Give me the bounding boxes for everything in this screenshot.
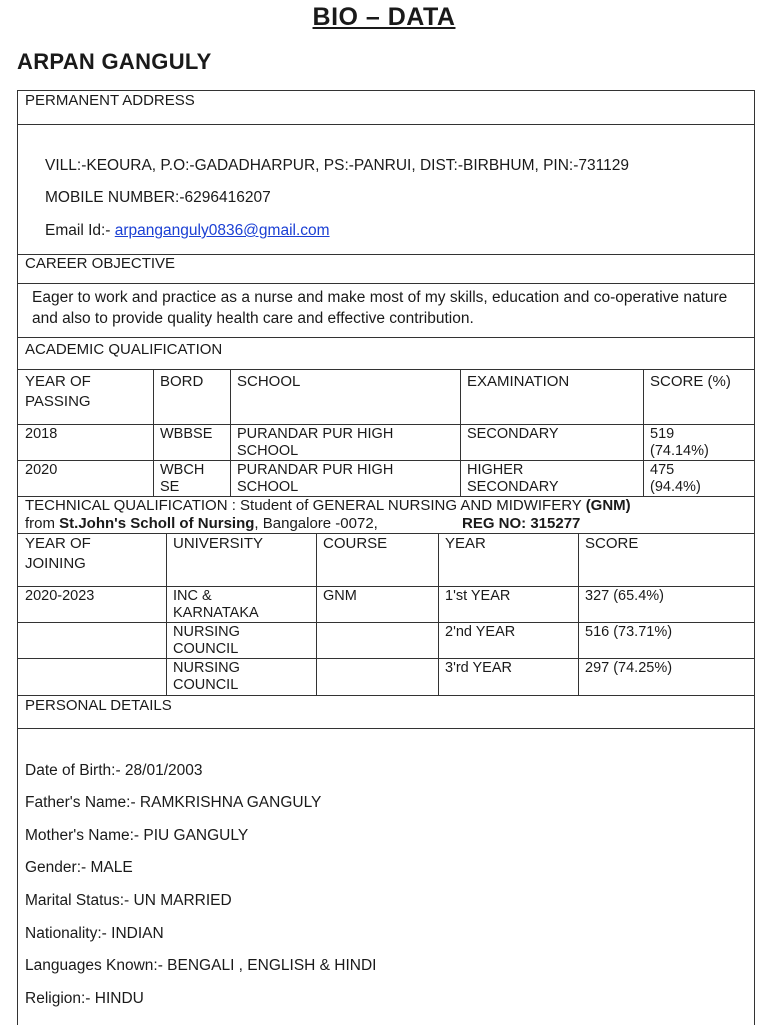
academic-row-2-year: 2020 [25, 462, 58, 478]
tech-row-1-university-2: KARNATAKA [173, 605, 259, 621]
tech-row-1-score: 327 (65.4%) [585, 588, 664, 604]
nationality: Nationality:- INDIAN [25, 925, 164, 942]
academic-row-2-board-2: SE [160, 479, 180, 495]
gender: Gender:- MALE [25, 859, 133, 876]
tech-row-2-score: 516 (73.71%) [585, 624, 673, 640]
tech-row-3-year: 3'rd YEAR [445, 660, 512, 676]
divider [17, 586, 754, 587]
address-text: VILL:-KEOURA, P.O:-GADADHARPUR, PS:-PANRUI, DIST:-BIRBHUM, PIN:-731129 [45, 157, 629, 174]
tech-col-year: YEAR [445, 535, 486, 552]
column-divider [316, 533, 317, 695]
academic-row-1-score: 519 [650, 426, 675, 442]
tech-row-3-university-2: COUNCIL [173, 677, 239, 693]
column-divider [438, 533, 439, 695]
registration-number: REG NO: 315277 [462, 515, 581, 532]
page-title: BIO – DATA [312, 3, 456, 31]
tech-row-1-course: GNM [323, 588, 357, 604]
technical-from: from [25, 515, 60, 532]
academic-row-2-score-2: (94.4%) [650, 479, 701, 495]
academic-heading: ACADEMIC QUALIFICATION [25, 341, 223, 358]
tech-col-year-1: YEAR OF [25, 535, 91, 552]
tech-row-3-university: NURSING [173, 660, 240, 676]
academic-row-2-score: 475 [650, 462, 675, 478]
email-link[interactable]: arpanganguly0836@gmail.com [114, 222, 330, 239]
technical-line-1 [25, 497, 631, 515]
column-divider [230, 369, 231, 496]
technical-location: , Bangalore -0072, [254, 515, 378, 532]
technical-gnm: (GNM) [585, 497, 631, 514]
academic-col-score: SCORE (%) [650, 373, 731, 390]
tech-col-year-2: JOINING [25, 555, 86, 572]
technical-line-2 [25, 515, 378, 533]
academic-row-1-board: WBBSE [160, 426, 213, 442]
languages-known: Languages Known:- BENGALI , ENGLISH & HINDI [25, 957, 377, 974]
email-label: Email Id:- [45, 222, 115, 239]
tech-row-3-score: 297 (74.25%) [585, 660, 673, 676]
tech-row-2-university-2: COUNCIL [173, 641, 239, 657]
academic-row-1-score-2: (74.14%) [650, 443, 709, 459]
mothers-name: Mother's Name:- PIU GANGULY [25, 827, 249, 844]
academic-row-2-school: PURANDAR PUR HIGH [237, 462, 394, 478]
academic-row-1-school: PURANDAR PUR HIGH [237, 426, 394, 442]
mobile-number: MOBILE NUMBER:-6296416207 [45, 189, 271, 206]
tech-col-university: UNIVERSITY [173, 535, 264, 552]
divider [17, 337, 754, 338]
candidate-name: ARPAN GANGULY [17, 49, 212, 74]
divider [17, 622, 754, 623]
academic-row-1-exam: SECONDARY [467, 426, 559, 442]
academic-col-year-2: PASSING [25, 393, 91, 410]
personal-heading: PERSONAL DETAILS [25, 697, 172, 714]
fathers-name: Father's Name:- RAMKRISHNA GANGULY [25, 794, 322, 811]
technical-school: St.John's Scholl of Nursing [59, 515, 255, 532]
tech-col-course: COURSE [323, 535, 388, 552]
academic-col-school: SCHOOL [237, 373, 301, 390]
marital-status: Marital Status:- UN MARRIED [25, 892, 232, 909]
column-divider [643, 369, 644, 496]
address-heading: PERMANENT ADDRESS [25, 92, 195, 109]
academic-col-year-1: YEAR OF [25, 373, 91, 390]
column-divider [166, 533, 167, 695]
academic-row-2-board: WBCH [160, 462, 205, 478]
divider [17, 728, 754, 729]
academic-row-2-exam: HIGHER [467, 462, 524, 478]
tech-row-2-year: 2'nd YEAR [445, 624, 516, 640]
divider [17, 658, 754, 659]
academic-row-1-school-2: SCHOOL [237, 443, 299, 459]
divider [17, 533, 754, 534]
tech-row-2-university: NURSING [173, 624, 240, 640]
email-row [45, 222, 330, 240]
tech-row-1-university: INC & [173, 588, 212, 604]
academic-col-board: BORD [160, 373, 204, 390]
tech-col-score: SCORE [585, 535, 639, 552]
divider [17, 283, 754, 284]
religion: Religion:- HINDU [25, 990, 144, 1007]
column-divider [578, 533, 579, 695]
divider [17, 124, 754, 125]
academic-col-exam: EXAMINATION [467, 373, 570, 390]
career-objective-text: Eager to work and practice as a nurse and make most of my skills, education and co-operative nature and also to provide quality health care and effective contribution. [32, 289, 728, 327]
technical-label: TECHNICAL QUALIFICATION [25, 497, 228, 514]
academic-row-2-exam-2: SECONDARY [467, 479, 559, 495]
divider [17, 695, 754, 696]
tech-row-1-joining: 2020-2023 [25, 588, 95, 604]
tech-row-1-year: 1'st YEAR [445, 588, 511, 604]
career-objective-heading: CAREER OBJECTIVE [25, 255, 176, 272]
column-divider [153, 369, 154, 496]
technical-course: : Student of GENERAL NURSING AND MIDWIFERY [227, 497, 586, 514]
academic-row-2-school-2: SCHOOL [237, 479, 299, 495]
column-divider [460, 369, 461, 496]
academic-row-1-year: 2018 [25, 426, 58, 442]
date-of-birth: Date of Birth:- 28/01/2003 [25, 762, 203, 779]
